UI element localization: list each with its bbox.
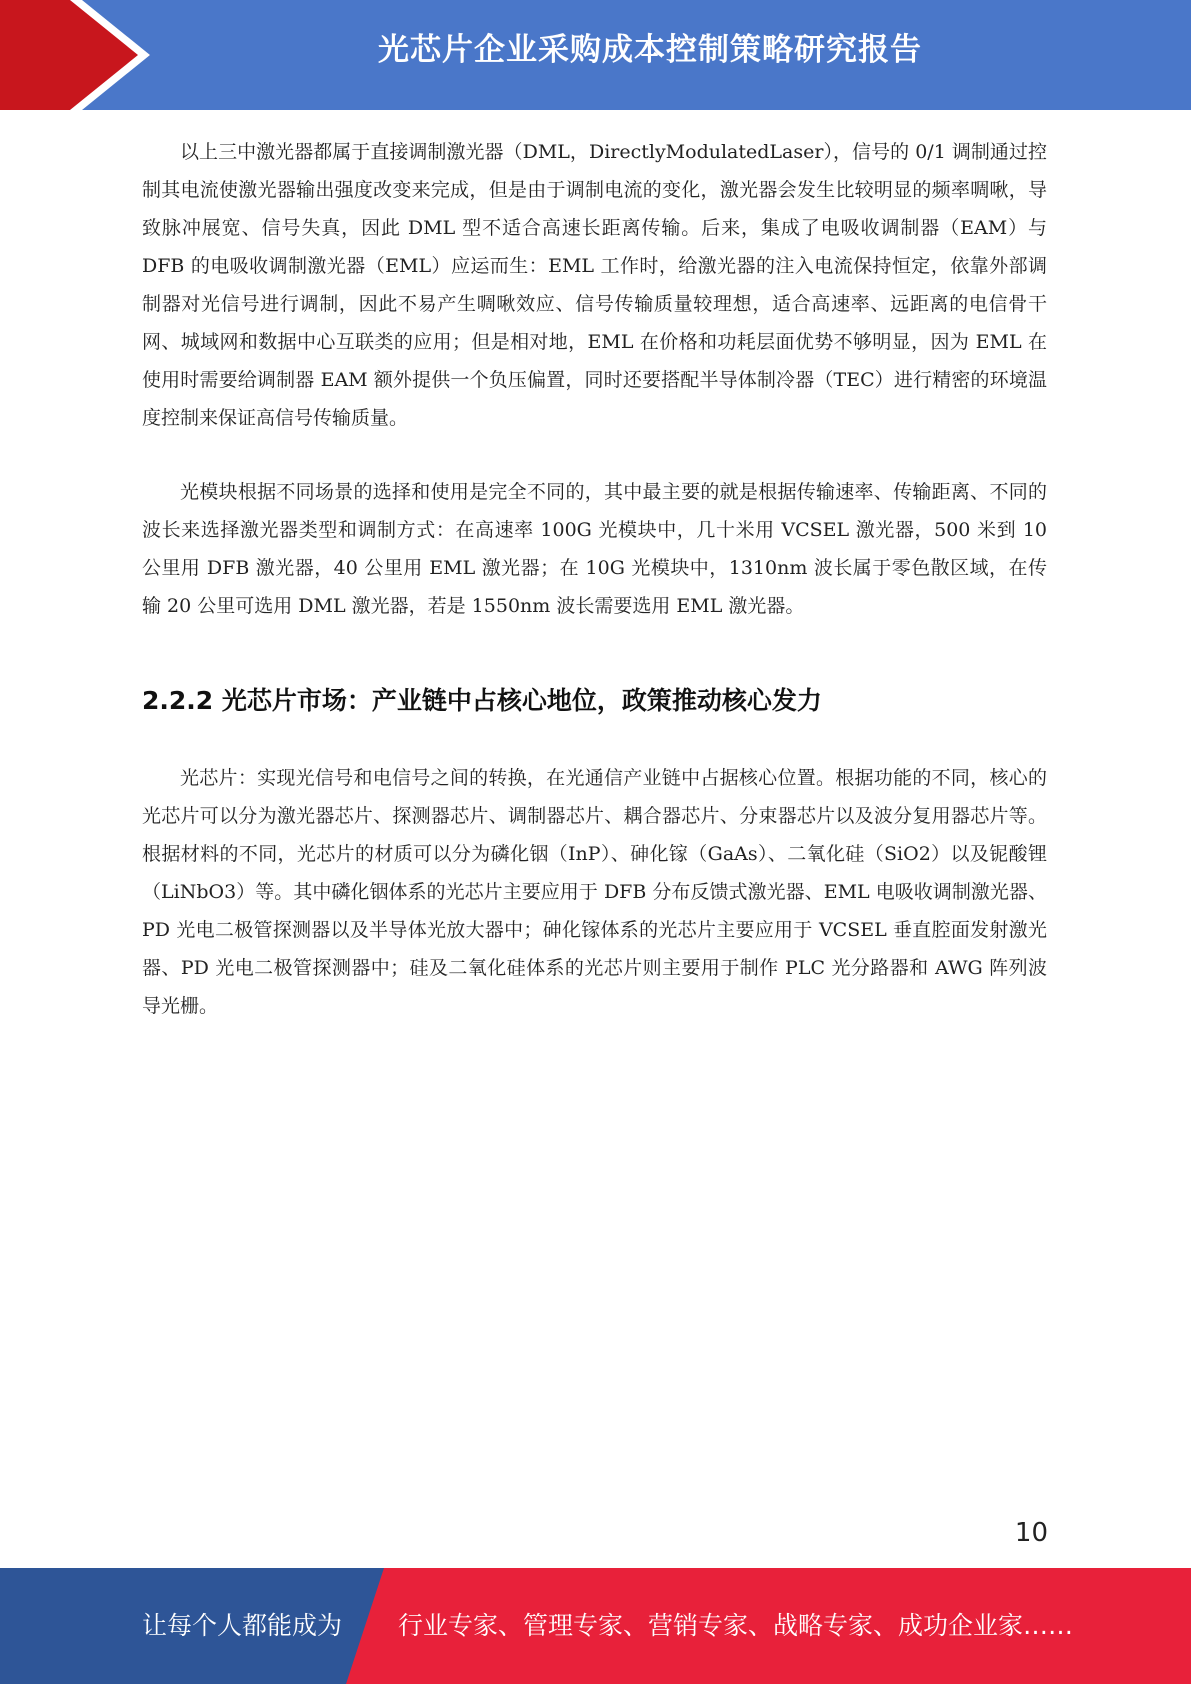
body-paragraph-1: 以上三中激光器都属于直接调制激光器（DML，DirectlyModulatedLaser），信号的 0/1 调制通过控制其电流使激光器输出强度改变来完成，但是由于调制电流的变化，激光器会发生比较明显的频率啁啾，导致脉冲展宽、信号失真，因此 DML 型不适合高速长距离传输。后来，集成了电吸收调制器（EAM）与 DFB 的电吸收调制激光器（EML）应运而生：EML 工作时，给激光器的注入电流保持恒定，依靠外部调制器对光信号进行调制，因此不易产生啁啾效应、信号传输质量较理想，适合高速率、远距离的电信骨干网、城域网和数据中心互联类的应用；但是相对地，EML 在价格和功耗层面优势不够明显，因为 EML 在使用时需要给调制器 EAM 额外提供一个负压偏置，同时还要搭配半导体制冷器（TEC）进行精密的环境温度控制来保证高信号传输质量。 xyxy=(142,141,1047,429)
page-footer xyxy=(0,1568,1191,1684)
page-number: 10 xyxy=(1014,1518,1048,1548)
section-heading: 2.2.2 光芯片市场：产业链中占核心地位，政策推动核心发力 xyxy=(142,686,822,715)
header-red-chevron xyxy=(0,0,150,110)
footer-slogan-right: 行业专家、管理专家、营销专家、战略专家、成功企业家…… xyxy=(398,1611,1074,1640)
footer-slogan-left: 让每个人都能成为 xyxy=(142,1611,343,1640)
report-title: 光芯片企业采购成本控制策略研究报告 xyxy=(378,32,922,68)
header-arrow-decoration xyxy=(0,0,160,110)
body-paragraph-2: 光模块根据不同场景的选择和使用是完全不同的，其中最主要的就是根据传输速率、传输距离、不同的波长来选择激光器类型和调制方式：在高速率 100G 光模块中，几十米用 VCSEL 激光器，500 米到 10 公里用 DFB 激光器，40 公里用 EML 激光器；在 10G 光模块中，1310nm 波长属于零色散区域，在传输 20 公里可选用 DML 激光器，若是 1550nm 波长需要选用 EML 激光器。 xyxy=(142,481,1047,617)
page-body xyxy=(142,133,1047,1025)
section-paragraph: 光芯片：实现光信号和电信号之间的转换，在光通信产业链中占据核心位置。根据功能的不同，核心的光芯片可以分为激光器芯片、探测器芯片、调制器芯片、耦合器芯片、分束器芯片以及波分复用器芯片等。根据材料的不同，光芯片的材质可以分为磷化铟（InP）、砷化镓（GaAs）、二氧化硅（SiO2）以及铌酸锂（LiNbO3）等。其中磷化铟体系的光芯片主要应用于 DFB 分布反馈式激光器、EML 电吸收调制激光器、PD 光电二极管探测器以及半导体光放大器中；砷化镓体系的光芯片主要应用于 VCSEL 垂直腔面发射激光器、PD 光电二极管探测器中；硅及二氧化硅体系的光芯片则主要用于制作 PLC 光分路器和 AWG 阵列波导光栅。 xyxy=(142,767,1047,1017)
page-header xyxy=(0,0,1191,110)
